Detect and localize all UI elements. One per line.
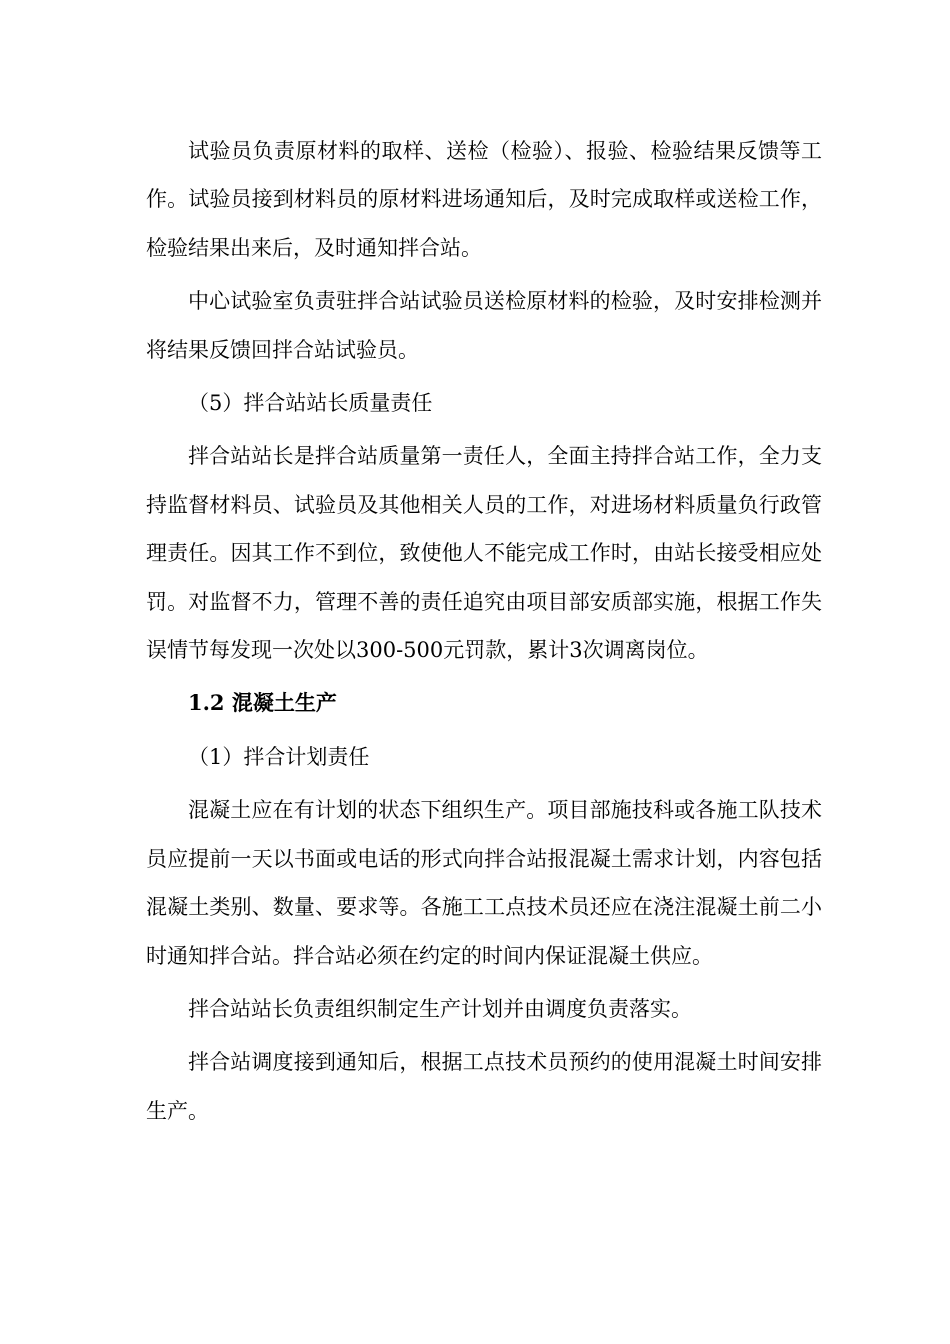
section-heading-concrete-production: 1.2 混凝土生产 xyxy=(188,690,337,716)
paragraph-tester-duties: 试验员负责原材料的取样、送检（检验）、报验、检验结果反馈等工作。试验员接到材料员的原材料进场通知后，及时完成取样或送检工作，检验结果出来后，及时通知拌合站。 xyxy=(146,139,822,260)
paragraph-station-chief-responsibility: 拌合站站长是拌合站质量第一责任人，全面主持拌合站工作，全力支持监督材料员、试验员及其他相关人员的工作，对进场材料质量负行政管理责任。因其工作不到位，致使他人不能完成工作时，由站长接受相应处罚。对监督不力，管理不善的责任追究由项目部安质部实施，根据工作失误情节每发现一次处以300-500元罚款，累计3次调离岗位。 xyxy=(146,444,822,663)
document-page xyxy=(146,127,822,1140)
paragraph-mixing-plan: 混凝土应在有计划的状态下组织生产。项目部施技科或各施工队技术员应提前一天以书面或电话的形式向拌合站报混凝土需求计划，内容包括混凝土类别、数量、要求等。各施工工点技术员还应在浇注混凝土前二小时通知拌合站。拌合站必须在约定的时间内保证混凝土供应。 xyxy=(146,798,822,968)
paragraph-central-lab: 中心试验室负责驻拌合站试验员送检原材料的检验，及时安排检测并将结果反馈回拌合站试验员。 xyxy=(146,289,822,362)
paragraph-dispatch: 拌合站调度接到通知后，根据工点技术员预约的使用混凝土时间安排生产。 xyxy=(146,1050,822,1123)
paragraph-production-plan: 拌合站站长负责组织制定生产计划并由调度负责落实。 xyxy=(188,996,692,1021)
section-heading-mixing-plan: （1）拌合计划责任 xyxy=(188,744,370,769)
section-heading-station-chief: （5）拌合站站长质量责任 xyxy=(188,391,433,416)
